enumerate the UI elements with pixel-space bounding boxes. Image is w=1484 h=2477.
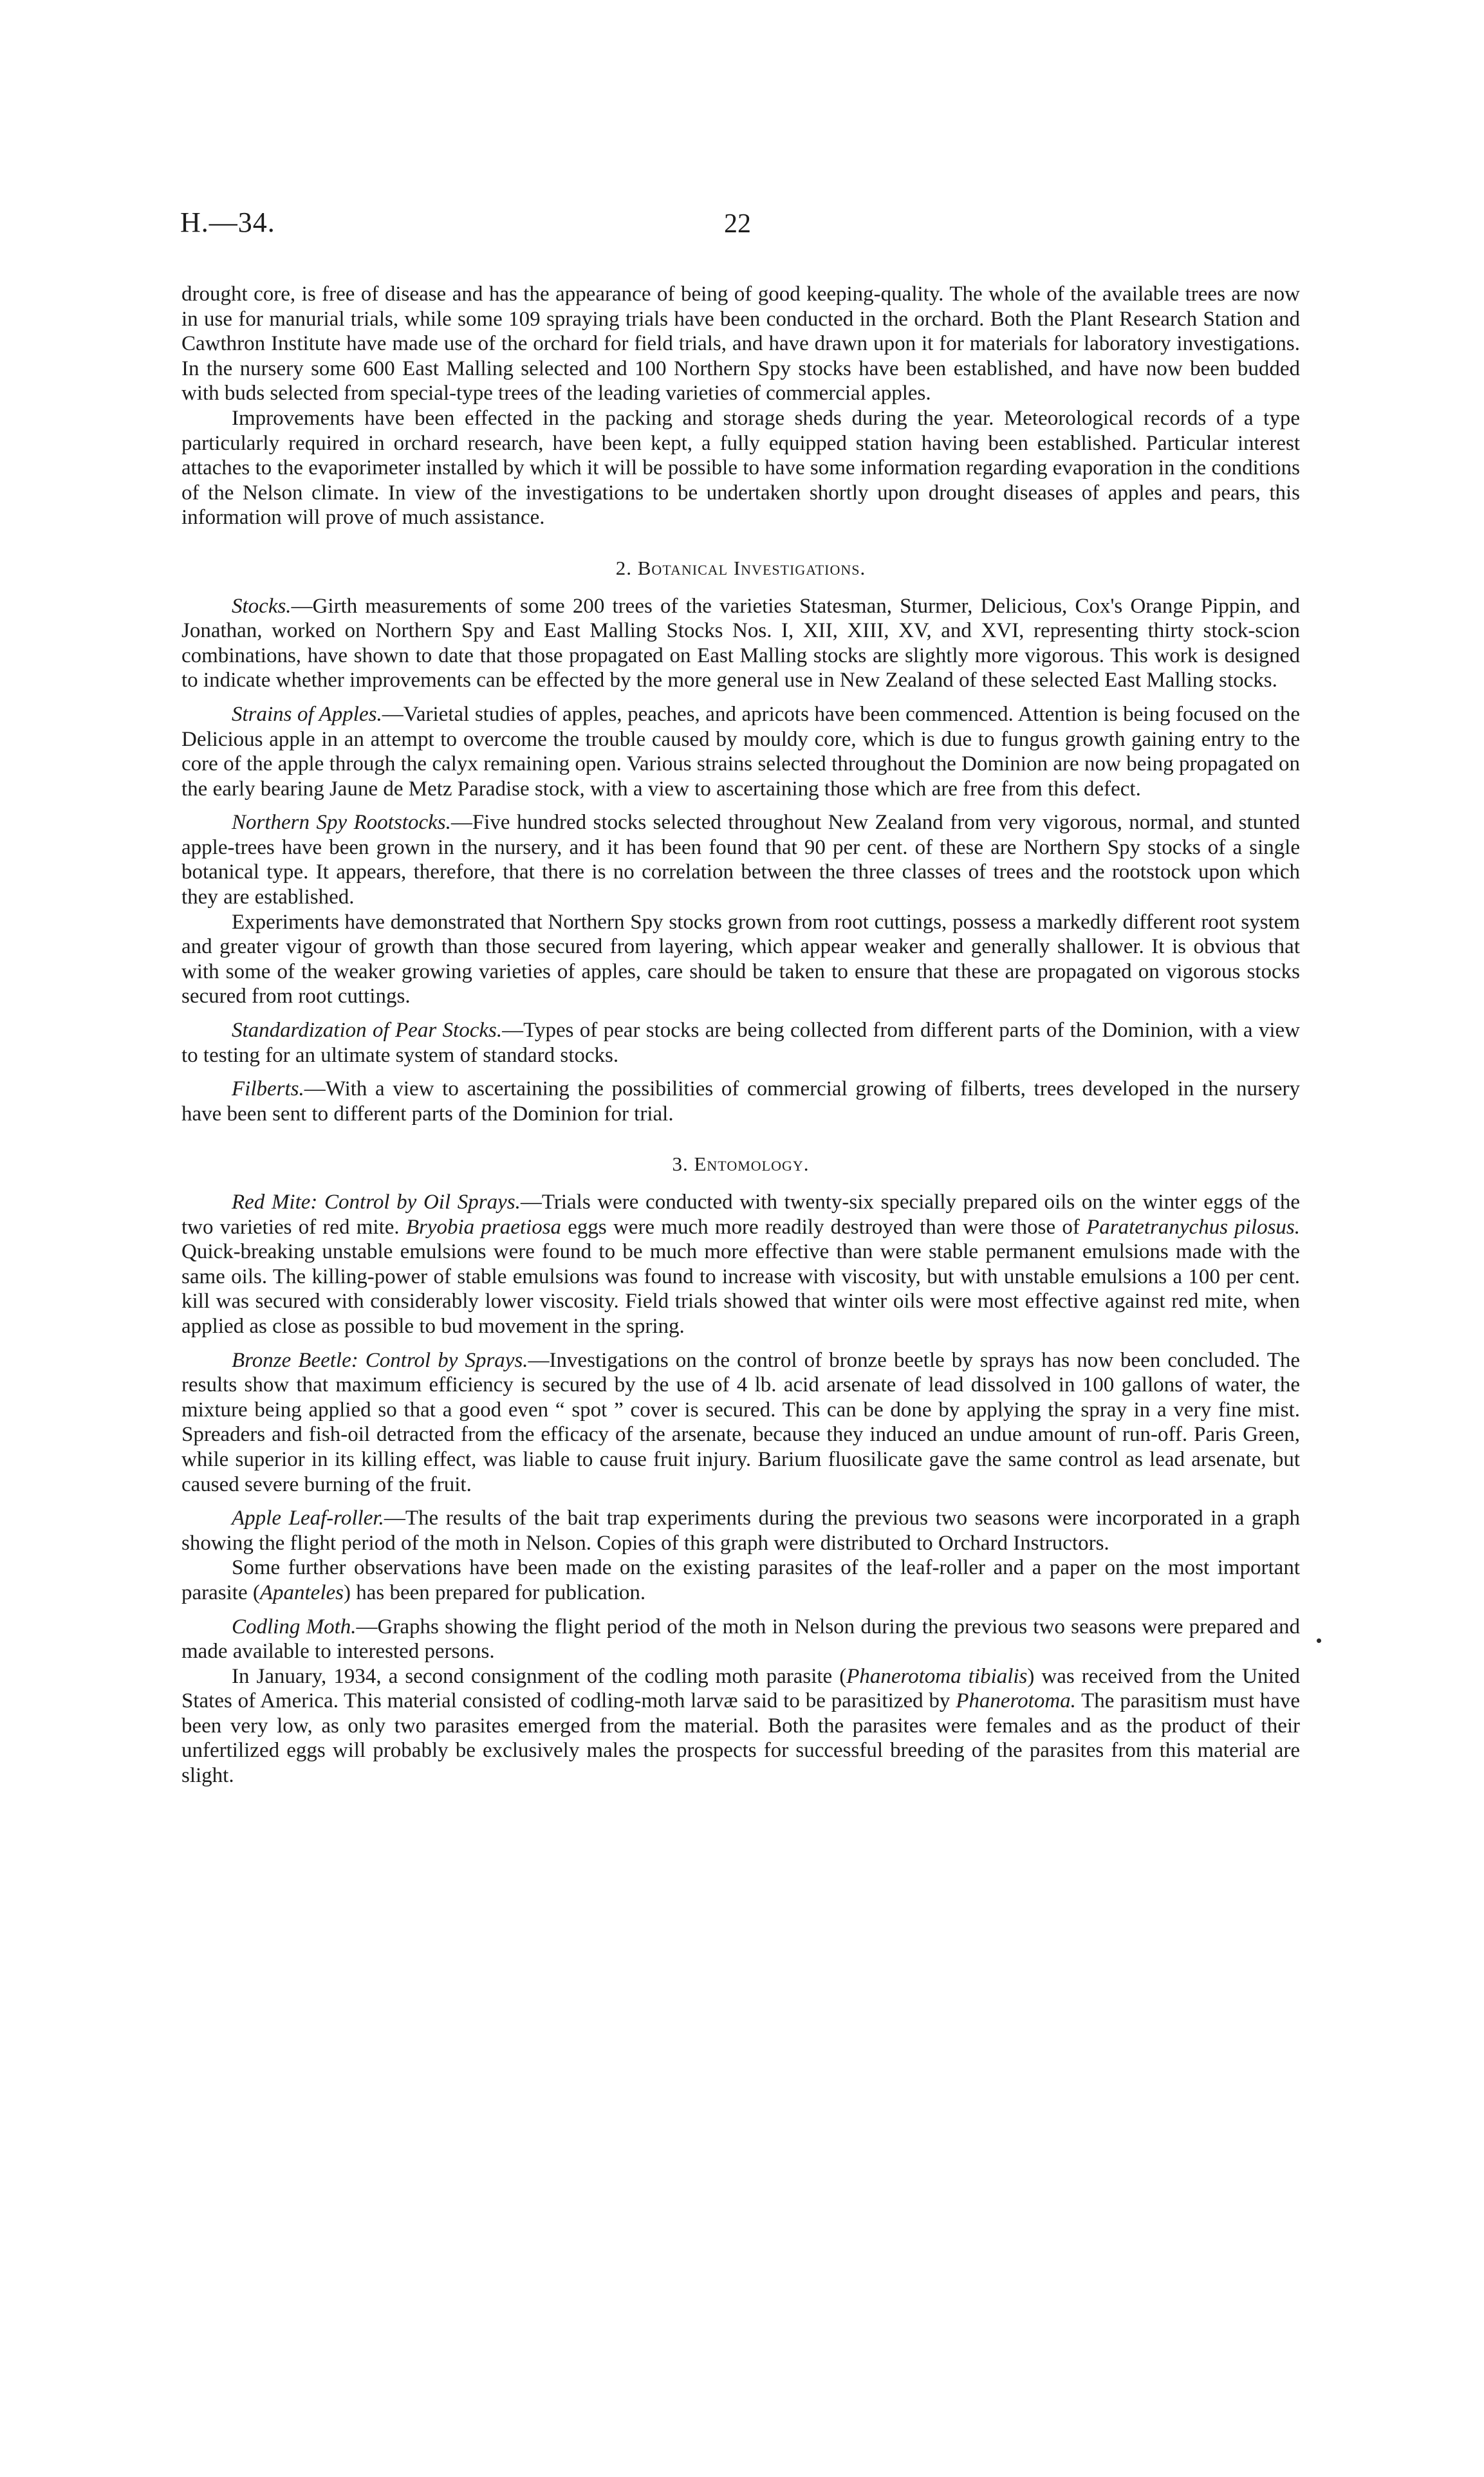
intro-paragraph-improvements: Improvements have been effected in the packing and storage sheds during the year. Meteorological records of a type particularly required in orchard research, have been kept, a fully equipped station having been established. Particular interest attaches to the evaporimeter installed by which it will be possible to have some information regarding evaporation in the conditions of the Nelson climate. In view of the investigations to be undertaken shortly upon drought diseases of apples and pears, this information will prove of much assistance. <box>181 406 1300 530</box>
paragraph-northern-spy <box>181 810 1300 909</box>
paragraph-filberts <box>181 1077 1300 1126</box>
paragraph-title: Strains of Apples. <box>232 702 382 726</box>
paragraph-text: —Five hundred stocks selected throughout New Zealand from very vigorous, normal, and stunted apple-trees have been grown in the nursery, and it has been found that 90 per cent. of these are Northern Spy stocks of a single botanical type. It appears, therefore, that there is no correlation between the three classes of trees and the rootstock upon which they are established. <box>181 811 1300 909</box>
paragraph-text: Quick-breaking unstable emulsions were found to be much more effective than were stable permanent emulsions made with the same oils. The killing-power of stable emulsions was found to increase with viscosity, but with unstable emulsions a 100 per cent. kill was secured with considerably lower viscosity. Field trials showed that winter oils were most effective against red mite, when applied as close as possible to bud movement in the spring. <box>181 1240 1300 1338</box>
paragraph-red-mite <box>181 1190 1300 1339</box>
paragraph-codling-moth <box>181 1615 1300 1664</box>
paragraph-title: Northern Spy Rootstocks. <box>232 811 451 835</box>
report-reference: H.—34. <box>180 207 275 238</box>
paragraph-text: ) was received from the United States of America. This material consisted of codling-moth larvæ said to be parasitized by <box>181 1664 1300 1713</box>
paragraph-text: —Girth measurements of some 200 trees of the varieties Statesman, Sturmer, Delicious, Cox's Orange Pippin, and Jonathan, worked on Northern Spy and East Malling Stocks Nos. I, XII, XIII, XV, and XVI, representing thirty stock-scion combinations, have shown to date that those propagated on East Malling stocks are slightly more vigorous. This work is designed to indicate whether improvements can be effected by the more general use in New Zealand of these selected East Malling stocks. <box>181 594 1300 692</box>
running-header <box>180 206 1306 251</box>
section-title: Botanical Investigations. <box>637 556 866 579</box>
section-heading-entomology <box>181 1152 1300 1177</box>
section-number: 2. <box>615 556 632 579</box>
paragraph-codling-moth-parasite <box>181 1664 1300 1788</box>
paragraph-text: The parasitism must have been very low, as only two parasites emerged from the material. Both the parasites were females and as the product of their unfertilized eggs will probably be exclusively males the prospects for successful breeding of the parasites from this material are slight. <box>181 1689 1300 1788</box>
section-title: Entomology. <box>694 1153 810 1176</box>
margin-speck <box>1317 1638 1321 1643</box>
species-name: Phanerotoma. <box>956 1689 1076 1713</box>
species-name: Paratetranychus pilosus. <box>1086 1215 1301 1239</box>
paragraph-text: In January, 1934, a second consignment of the codling moth parasite ( <box>232 1664 847 1688</box>
paragraph-text: Some further observations have been made on the existing parasites of the leaf-roller and a paper on the most important parasite ( <box>181 1556 1300 1604</box>
paragraph-text: eggs were much more readily destroyed than were those of <box>561 1215 1087 1239</box>
species-name: Phanerotoma tibialis <box>846 1664 1028 1688</box>
paragraph-bronze-beetle <box>181 1348 1300 1498</box>
paragraph-text: —Trials were conducted with twenty-six specially prepared oils on the winter eggs of the two varieties of red mite. <box>181 1191 1300 1239</box>
paragraph-northern-spy-experiments: Experiments have demonstrated that Northern Spy stocks grown from root cuttings, possess a markedly different root system and greater vigour of growth than those secured from layering, which appear weaker and generally shallower. It is obvious that with some of the weaker growing varieties of apples, care should be taken to ensure that these are propagated on vigorous stocks secured from root cuttings. <box>181 910 1300 1008</box>
paragraph-text: —With a view to ascertaining the possibilities of commercial growing of filberts, trees developed in the nursery have been sent to different parts of the Dominion for trial. <box>181 1077 1300 1126</box>
paragraph-text: —Graphs showing the flight period of the moth in Nelson during the previous two seasons were prepared and made available to interested persons. <box>181 1615 1300 1664</box>
paragraph-title: Filberts. <box>232 1077 304 1101</box>
section-heading-botanical <box>181 556 1300 581</box>
paragraph-text: ) has been prepared for publication. <box>344 1581 646 1604</box>
paragraph-leaf-roller <box>181 1506 1300 1555</box>
species-name: Apanteles <box>259 1581 344 1604</box>
paragraph-text: —Investigations on the control of bronze beetle by sprays has now been concluded. The results show that maximum efficiency is secured by the use of 4 lb. acid arsenate of lead dissolved in 100 gallons of water, the mixture being applied so that a good even “ spot ” cover is secured. This can be done by applying the spray in a very fine mist. Spreaders and fish-oil detracted from the efficacy of the arsenate, because they induced an undue amount of run-off. Paris Green, while superior in its killing effect, was liable to cause fruit injury. Barium fluosilicate gave the same control as lead arsenate, but caused severe burning of the fruit. <box>181 1348 1300 1496</box>
paragraph-text: —Types of pear stocks are being collected from different parts of the Dominion, with a view to testing for an ultimate system of standard stocks. <box>181 1019 1300 1067</box>
paragraph-title: Apple Leaf-roller. <box>232 1507 384 1530</box>
paragraph-title: Codling Moth. <box>232 1615 357 1638</box>
paragraph-title: Red Mite: Control by Oil Sprays. <box>232 1191 521 1214</box>
page-number: 22 <box>724 209 751 239</box>
page-body <box>181 282 1300 1788</box>
species-name: Bryobia praetiosa <box>405 1215 562 1239</box>
paragraph-title: Standardization of Pear Stocks. <box>232 1019 503 1043</box>
paragraph-stocks <box>181 594 1300 693</box>
intro-paragraph-continued: drought core, is free of disease and has the appearance of being of good keeping-quality. The whole of the available trees are now in use for manurial trials, while some 109 spraying trials have been conducted in the orchard. Both the Plant Research Station and Cawthron Institute have made use of the orchard for field trials, and have drawn upon it for materials for laboratory investigations. In the nursery some 600 East Malling selected and 100 Northern Spy stocks have been established, and have now been budded with buds selected from special-type trees of the leading varieties of commercial apples. <box>181 283 1300 405</box>
paragraph-title: Bronze Beetle: Control by Sprays. <box>232 1348 528 1372</box>
paragraph-title: Stocks. <box>232 594 292 618</box>
paragraph-pear-stocks <box>181 1018 1300 1068</box>
paragraph-leaf-roller-parasites <box>181 1555 1300 1605</box>
paragraph-text: —The results of the bait trap experiments during the previous two seasons were incorporated in a graph showing the flight period of the moth in Nelson. Copies of this graph were distributed to Orchard Instructors. <box>181 1507 1300 1555</box>
paragraph-strains-of-apples <box>181 702 1300 801</box>
section-number: 3. <box>672 1153 689 1176</box>
paragraph-text: —Varietal studies of apples, peaches, and apricots have been commenced. Attention is being focused on the Delicious apple in an attempt to overcome the trouble caused by mouldy core, which is due to fungus growth gaining entry to the core of the apple through the calyx remaining open. Various strains selected throughout the Dominion are now being propagated on the early bearing Jaune de Metz Paradise stock, with a view to ascertaining those which are free from this defect. <box>181 702 1300 801</box>
